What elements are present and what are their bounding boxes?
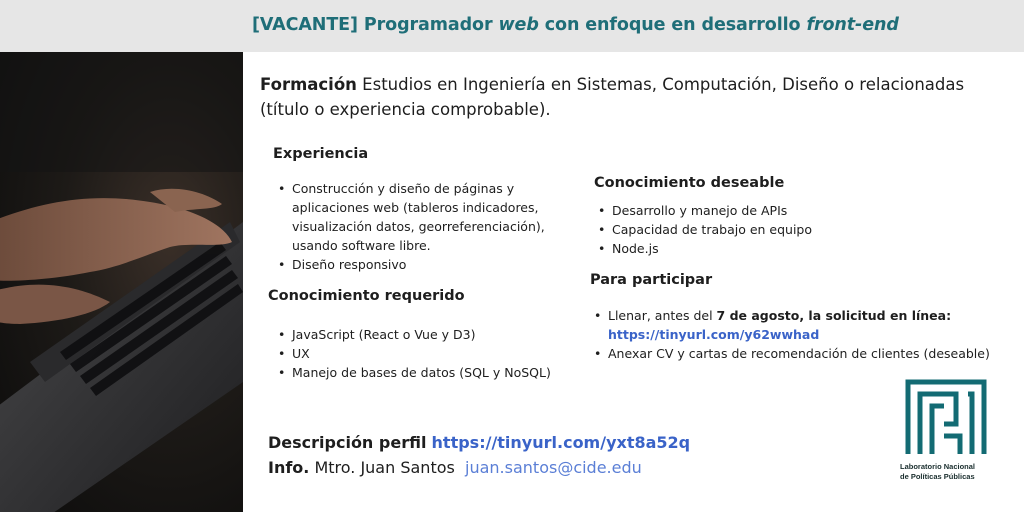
list-item: • UX (278, 344, 578, 363)
list-item: • Node.js (598, 239, 898, 258)
page-title (252, 15, 899, 35)
formacion-paragraph (260, 72, 1010, 122)
experiencia-heading: Experiencia (273, 146, 369, 162)
descripcion-label: Descripción perfil (268, 433, 427, 452)
logo-line2: de Políticas Públicas (900, 472, 975, 481)
lnpp-logo-icon (904, 378, 988, 456)
list-item: • Construcción y diseño de páginas y aplicaciones web (tableros indicadores, visualización datos, georreferenciación), usando software libre. (278, 179, 568, 255)
requerido-list (278, 325, 578, 382)
descripcion-line (268, 433, 690, 452)
list-item: • Diseño responsivo (278, 255, 568, 274)
title-text-web: web (498, 15, 539, 35)
experiencia-list (278, 179, 568, 274)
contact-email-link[interactable]: juan.santos@cide.edu (465, 458, 642, 477)
participar-deadline: 7 de agosto, la solicitud en línea: (716, 308, 952, 323)
application-link[interactable]: https://tinyurl.com/y62wwhad (608, 327, 820, 342)
list-item: • Manejo de bases de datos (SQL y NoSQL) (278, 363, 578, 382)
requerido-heading: Conocimiento requerido (268, 288, 465, 304)
title-text-part1: [VACANTE] Programador (252, 15, 499, 35)
deseable-heading: Conocimiento deseable (594, 175, 785, 191)
lnpp-logo-text (900, 462, 1010, 482)
info-line (268, 458, 642, 477)
list-item: • Capacidad de trabajo en equipo (598, 220, 898, 239)
descripcion-link[interactable]: https://tinyurl.com/yxt8a52q (431, 433, 691, 452)
participar-heading: Para participar (590, 272, 713, 288)
logo-line1: Laboratorio Nacional (900, 462, 976, 471)
participar-list (594, 306, 994, 363)
header-bar (0, 0, 1024, 52)
list-item: • Desarrollo y manejo de APIs (598, 201, 898, 220)
formacion-label: Formación (260, 75, 357, 94)
participar-item1-text: Llenar, antes del (608, 308, 717, 323)
list-item: • JavaScript (React o Vue y D3) (278, 325, 578, 344)
list-item (594, 306, 994, 344)
laptop-hands-photo (0, 52, 243, 512)
info-label: Info. (268, 458, 310, 477)
contact-name: Mtro. Juan Santos (309, 458, 466, 477)
formacion-text: Estudios en Ingeniería en Sistemas, Computación, Diseño o relacionadas (título o experiencia comprobable). (260, 75, 965, 119)
laptop-photo-illustration (0, 52, 243, 512)
title-text-front-end: front-end (806, 15, 899, 35)
deseable-list (598, 201, 898, 258)
list-item: • Anexar CV y cartas de recomendación de clientes (deseable) (594, 344, 994, 363)
title-text-part2: con enfoque en desarrollo (538, 15, 807, 35)
